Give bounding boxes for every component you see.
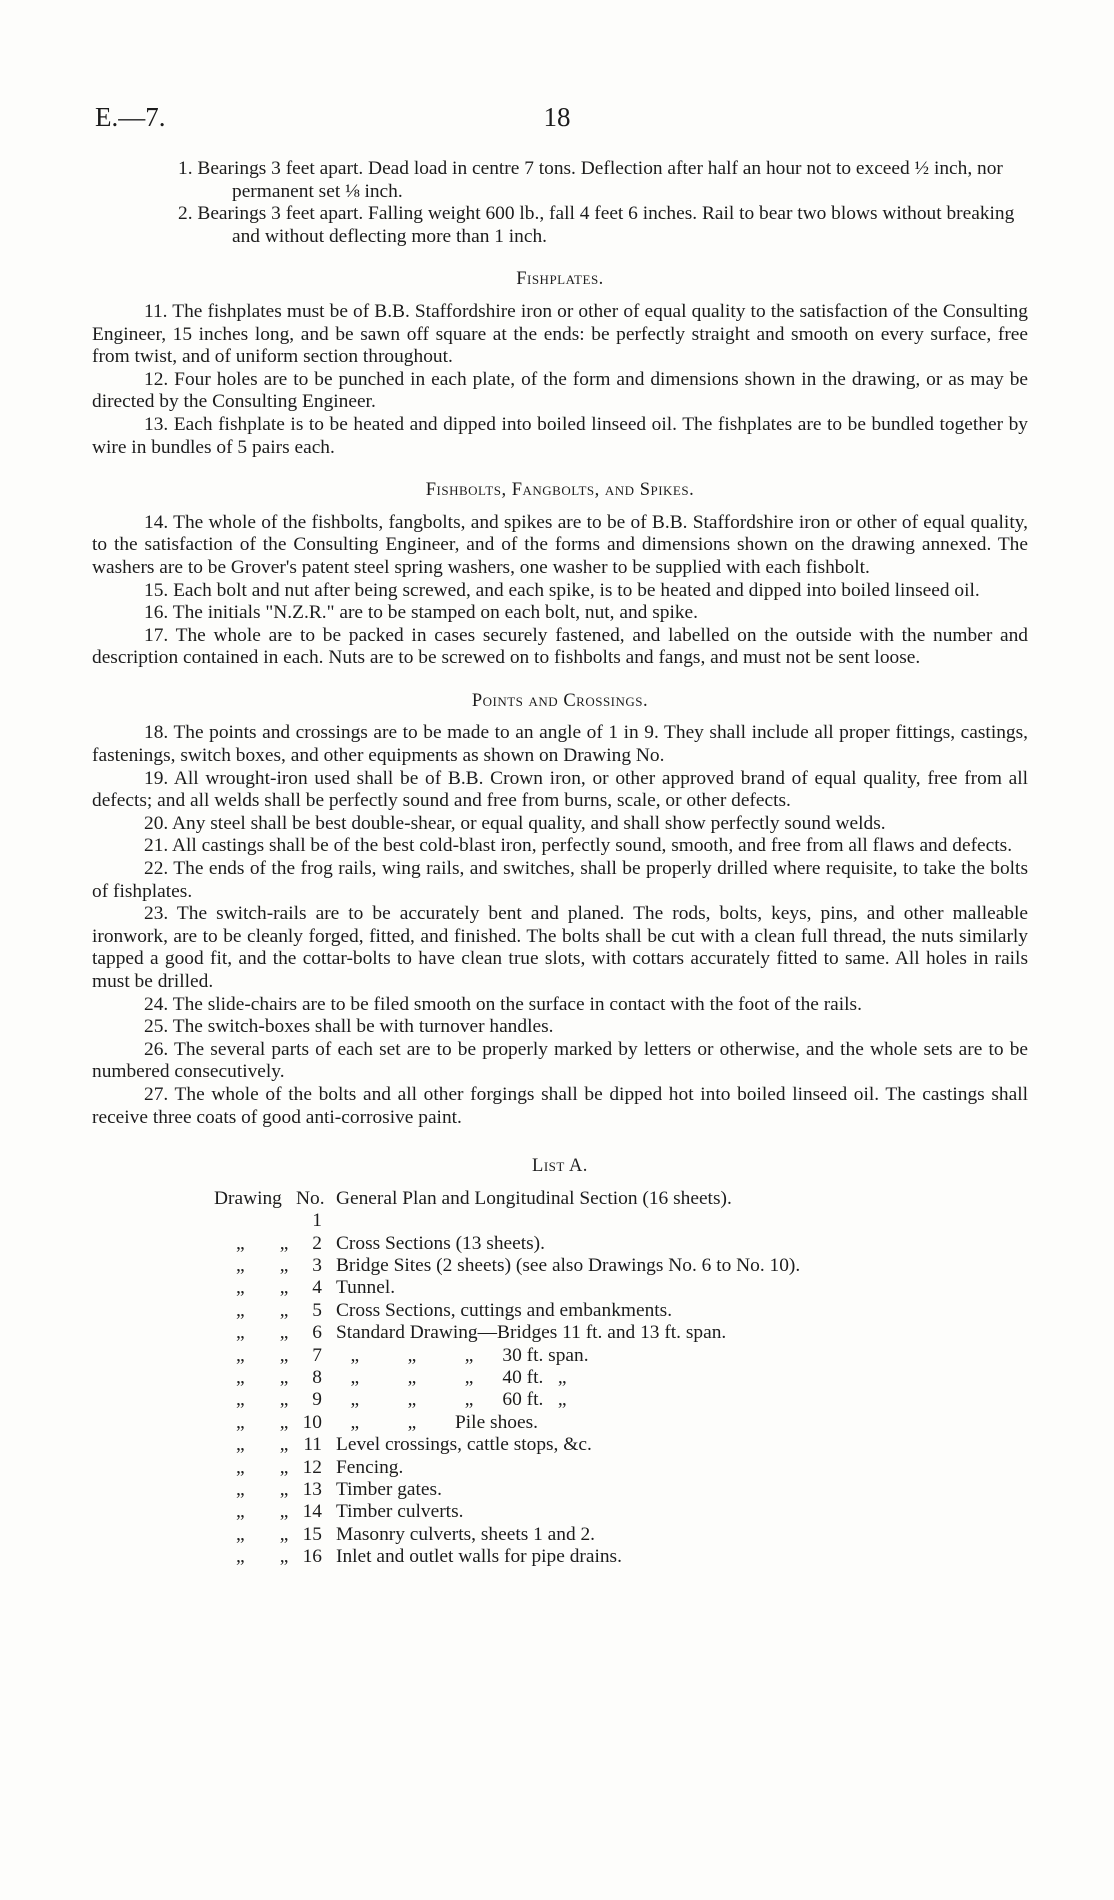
- list-item: [214, 1233, 1028, 1255]
- list-col-2: „: [279, 1523, 289, 1545]
- drawing-description: „ „ „ 40 ft. „: [336, 1367, 567, 1388]
- document-reference: E.—7.: [95, 102, 166, 132]
- drawing-number: 15: [302, 1523, 322, 1545]
- drawing-description: Fencing.: [336, 1456, 404, 1478]
- list-item: [214, 1501, 1028, 1523]
- list-col-2: „: [279, 1479, 289, 1501]
- drawing-number: 11: [303, 1434, 322, 1456]
- list-col-2: „: [279, 1389, 289, 1411]
- list-item: [214, 1412, 1028, 1434]
- list-item: [214, 1434, 1028, 1456]
- drawing-number: 12: [302, 1456, 322, 1478]
- list-col-1: „: [236, 1389, 245, 1411]
- drawing-number: 7: [312, 1344, 322, 1366]
- list-col-2: „: [279, 1367, 289, 1388]
- drawing-number: 6: [312, 1322, 322, 1344]
- list-col-2: „: [279, 1344, 289, 1366]
- drawing-number: 2: [312, 1232, 322, 1254]
- drawing-description: Timber culverts.: [336, 1501, 464, 1523]
- list-item: [214, 1277, 1028, 1299]
- list-col-2: „: [279, 1411, 289, 1433]
- list-col-1: „: [236, 1411, 245, 1433]
- list-col-2: „: [279, 1322, 289, 1344]
- list-item: [214, 1524, 1028, 1546]
- clause-27: 27. The whole of the bolts and all other forgings shall be dipped hot into boiled linseed oil. The castings shall receive three coats of good anti-corrosive paint.: [92, 1083, 1028, 1128]
- list-col-2: „: [279, 1546, 289, 1568]
- rail-test-2: 2. Bearings 3 feet apart. Falling weight 600 lb., fall 4 feet 6 inches. Rail to bear two blows without breaking and without deflecting more than 1 inch.: [178, 203, 1015, 247]
- clause-23: 23. The switch-rails are to be accurately bent and planed. The rods, bolts, keys, pins, and other malleable ironwork, are to be cleanly forged, fitted, and finished. The bolts shall be cut with a clean full thread, the nuts similarly tapped a good fit, and the cottar-bolts to have clean true slots, with cottars accurately fitted to same. All holes in rails must be drilled.: [92, 903, 1028, 992]
- clause-14: 14. The whole of the fishbolts, fangbolts, and spikes are to be of B.B. Staffordshire iron or other of equal quality, to the satisfaction of the Consulting Engineer, and of the forms and dimensions shown on the drawing annexed. The washers are to be Grover's patent steel spring washers, one washer to be supplied with each fishbolt.: [92, 511, 1028, 578]
- clause-13: 13. Each fishplate is to be heated and dipped into boiled linseed oil. The fishplates are to be bundled together by wire in bundles of 5 pairs each.: [92, 413, 1028, 458]
- list-col-1: Drawing: [214, 1187, 282, 1209]
- drawing-description: Cross Sections, cuttings and embankments.: [336, 1299, 673, 1321]
- list-item: [214, 1389, 1028, 1411]
- list-col-1: „: [236, 1232, 245, 1254]
- list-item: [214, 1322, 1028, 1344]
- list-col-1: „: [236, 1322, 245, 1344]
- drawing-number: No. 1: [296, 1187, 325, 1232]
- list-col-1: „: [236, 1299, 245, 1321]
- clause-18: 18. The points and crossings are to be made to an angle of 1 in 9. They shall include all proper fittings, castings, fastenings, switch boxes, and other equipments as shown on Drawing No.: [92, 722, 1028, 767]
- list-col-2: „: [279, 1299, 289, 1321]
- list-item: [214, 1255, 1028, 1277]
- drawing-number: 3: [312, 1254, 322, 1276]
- drawing-description: Masonry culverts, sheets 1 and 2.: [336, 1523, 596, 1545]
- drawing-description: Tunnel.: [336, 1277, 396, 1299]
- clause-11: 11. The fishplates must be of B.B. Staffordshire iron or other of equal quality to the satisfaction of the Consulting Engineer, 15 inches long, and be sawn off square at the ends: be perfectly straight and smooth on every surface, free from twist, and of uniform section throughout.: [92, 300, 1028, 368]
- list-col-1: „: [236, 1254, 245, 1276]
- list-item: [214, 1345, 1028, 1367]
- drawing-description: Cross Sections (13 sheets).: [336, 1232, 545, 1254]
- drawing-description: Standard Drawing—Bridges 11 ft. and 13 ft. span.: [336, 1322, 727, 1344]
- drawing-list: [214, 1188, 1028, 1569]
- page-number: 18: [543, 102, 571, 132]
- drawing-description: „ „ Pile shoes.: [336, 1411, 538, 1433]
- section-heading-fishplates: Fishplates.: [516, 269, 604, 290]
- list-col-2: „: [279, 1456, 289, 1478]
- clause-16: 16. The initials "N.Z.R." are to be stamped on each bolt, nut, and spike.: [144, 602, 698, 624]
- list-col-1: „: [236, 1434, 245, 1456]
- drawing-number: 14: [302, 1501, 322, 1523]
- drawing-description: Timber gates.: [336, 1479, 442, 1501]
- list-a-heading: List A.: [532, 1156, 588, 1177]
- list-col-1: „: [236, 1344, 245, 1366]
- list-col-2: „: [279, 1254, 289, 1276]
- list-item: [214, 1367, 1028, 1389]
- list-col-2: „: [279, 1501, 289, 1523]
- drawing-description: Inlet and outlet walls for pipe drains.: [336, 1546, 622, 1568]
- drawing-description: „ „ „ 30 ft. span.: [336, 1344, 589, 1366]
- clause-22: 22. The ends of the frog rails, wing rails, and switches, shall be properly drilled where requisite, to take the bolts of fishplates.: [92, 858, 1028, 902]
- drawing-description: Bridge Sites (2 sheets) (see also Drawings No. 6 to No. 10).: [336, 1254, 801, 1276]
- drawing-number: 16: [302, 1546, 322, 1568]
- drawing-description: „ „ „ 60 ft. „: [336, 1389, 567, 1411]
- clause-17: 17. The whole are to be packed in cases securely fastened, and labelled on the outside with the number and description contained in each. Nuts are to be screwed on to fishbolts and fangs, and must not be sent loose.: [92, 624, 1028, 669]
- clause-21: 21. All castings shall be of the best cold-blast iron, perfectly sound, smooth, and free from all flaws and defects.: [144, 835, 1013, 857]
- list-col-2: „: [279, 1434, 289, 1456]
- list-col-1: „: [236, 1501, 245, 1523]
- clause-15: 15. Each bolt and nut after being screwed, and each spike, is to be heated and dipped into boiled linseed oil.: [144, 579, 980, 601]
- list-item: [214, 1188, 1028, 1233]
- list-col-1: „: [236, 1367, 245, 1388]
- list-item: [214, 1546, 1028, 1568]
- rail-test-1: 1. Bearings 3 feet apart. Dead load in centre 7 tons. Deflection after half an hour not to exceed ½ inch, nor permanent set ⅛ inch.: [178, 158, 1003, 202]
- list-col-1: „: [236, 1479, 245, 1501]
- clause-24: 24. The slide-chairs are to be filed smooth on the surface in contact with the foot of the rails.: [144, 993, 862, 1015]
- list-col-2: „: [279, 1232, 289, 1254]
- list-col-2: „: [279, 1277, 289, 1299]
- list-item: [214, 1300, 1028, 1322]
- clause-26: 26. The several parts of each set are to be properly marked by letters or otherwise, and the whole sets are to be numbered consecutively.: [92, 1038, 1028, 1083]
- clause-20: 20. Any steel shall be best double-shear, or equal quality, and shall show perfectly sound welds.: [144, 812, 886, 834]
- drawing-number: 9: [312, 1389, 322, 1411]
- drawing-number: 10: [302, 1411, 322, 1433]
- list-col-1: „: [236, 1277, 245, 1299]
- clause-12: 12. Four holes are to be punched in each plate, of the form and dimensions shown in the drawing, or as may be directed by the Consulting Engineer.: [92, 368, 1028, 413]
- clause-25: 25. The switch-boxes shall be with turnover handles.: [144, 1016, 554, 1038]
- drawing-number: 13: [302, 1479, 322, 1501]
- drawing-description: Level crossings, cattle stops, &c.: [336, 1434, 592, 1456]
- drawing-number: 4: [312, 1277, 322, 1299]
- list-col-1: „: [236, 1546, 245, 1568]
- drawing-number: 5: [312, 1299, 322, 1321]
- list-col-1: „: [236, 1456, 245, 1478]
- list-col-1: „: [236, 1523, 245, 1545]
- drawing-number: 8: [312, 1367, 322, 1388]
- section-heading-points-crossings: Points and Crossings.: [471, 690, 649, 711]
- section-heading-fishbolts: Fishbolts, Fangbolts, and Spikes.: [425, 480, 695, 501]
- clause-19: 19. All wrought-iron used shall be of B.B. Crown iron, or other approved brand of equal quality, free from all defects; and all welds shall be perfectly sound and free from burns, scale, or other defects.: [92, 767, 1028, 812]
- drawing-description: General Plan and Longitudinal Section (16 sheets).: [336, 1187, 732, 1209]
- list-item: [214, 1457, 1028, 1479]
- document-body: [92, 158, 1028, 1569]
- list-item: [214, 1479, 1028, 1501]
